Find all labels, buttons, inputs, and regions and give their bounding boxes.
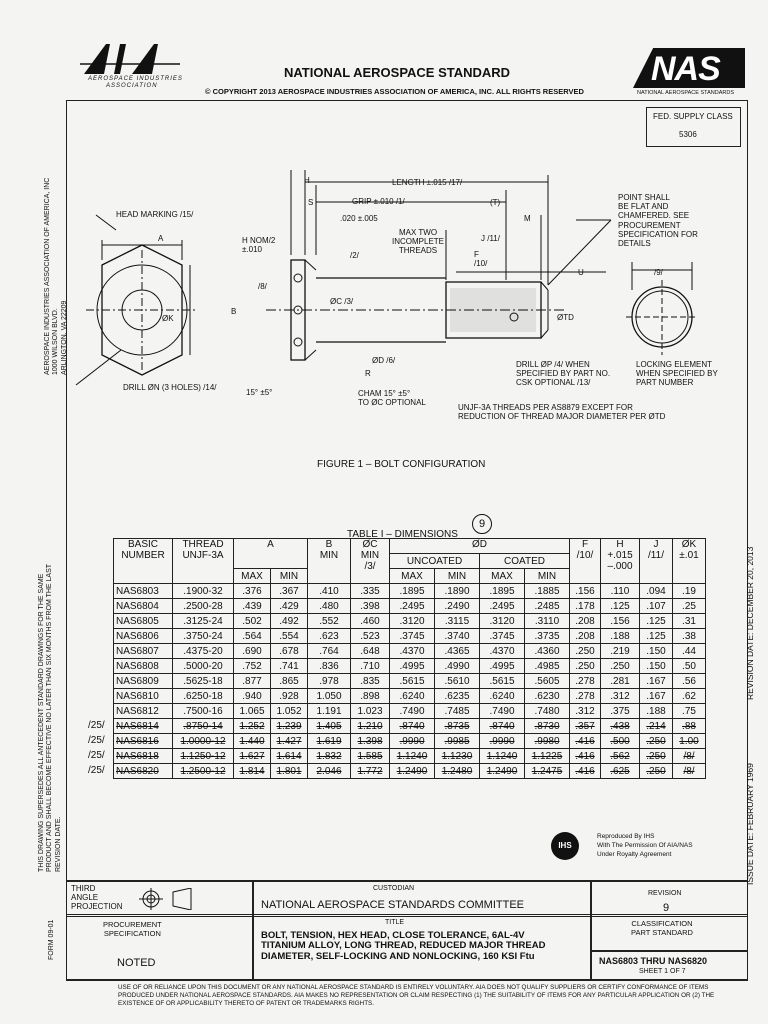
- cell-basic-number: NAS6810: [114, 689, 173, 704]
- cell-h: .562: [601, 749, 640, 764]
- label-h-nom: H NOM/2 ±.010: [242, 236, 276, 255]
- cell-a-max: .376: [234, 584, 271, 599]
- cell-f: .357: [570, 719, 601, 734]
- th-d-unc-max: MAX: [390, 569, 435, 584]
- cell-basic-number: NAS6808: [114, 659, 173, 674]
- tb-projection-cell: [66, 880, 254, 917]
- cell-b-min: .480: [308, 599, 351, 614]
- cell-basic-number: NAS6803: [114, 584, 173, 599]
- cell-h: .500: [601, 734, 640, 749]
- cell-a-max: 1.627: [234, 749, 271, 764]
- th-k: ØK ±.01: [673, 539, 706, 584]
- tb-custodian-cell: [252, 880, 592, 917]
- cell-f: .208: [570, 614, 601, 629]
- revision-mark: 9: [478, 518, 486, 530]
- cell-d-coated-max: .5615: [480, 674, 525, 689]
- row-mark: /25/: [88, 719, 105, 731]
- cell-b-min: .410: [308, 584, 351, 599]
- th-a-max: MAX: [234, 569, 271, 584]
- cell-d-coated-min: .4360: [525, 644, 570, 659]
- label-dim2: /2/: [350, 251, 359, 260]
- cell-thread: .5000-20: [173, 659, 234, 674]
- cell-k: .75: [673, 704, 706, 719]
- cell-d-coated-min: .3735: [525, 629, 570, 644]
- cell-j: .188: [640, 704, 673, 719]
- cell-d-uncoated-max: .8740: [390, 719, 435, 734]
- table-row: [114, 644, 706, 659]
- tb-projection: THIRD ANGLE PROJECTION: [71, 884, 123, 912]
- cell-basic-number: NAS6807: [114, 644, 173, 659]
- tb-title-cell: [252, 914, 592, 980]
- cell-thread: .1900-32: [173, 584, 234, 599]
- cell-d-coated-min: .8730: [525, 719, 570, 734]
- cell-h: .438: [601, 719, 640, 734]
- label-dim8: /8/: [258, 282, 267, 291]
- cell-a-min: 1.801: [271, 764, 308, 779]
- cell-d-coated-min: .3110: [525, 614, 570, 629]
- cell-b-min: .552: [308, 614, 351, 629]
- fed-supply-label: FED. SUPPLY CLASS: [653, 112, 733, 121]
- cell-d-uncoated-max: .3745: [390, 629, 435, 644]
- tb-revision-label: REVISION: [648, 890, 682, 897]
- th-b: B MIN: [308, 539, 351, 584]
- cell-a-min: .367: [271, 584, 308, 599]
- th-basic: BASIC NUMBER: [114, 539, 173, 584]
- cell-d-uncoated-min: .4990: [435, 659, 480, 674]
- fed-supply-box: [646, 107, 741, 147]
- cell-d-uncoated-max: .6240: [390, 689, 435, 704]
- label-locking: LOCKING ELEMENT WHEN SPECIFIED BY PART NUMBER: [636, 360, 718, 388]
- cell-thread: 1.0000-12: [173, 734, 234, 749]
- cell-thread: .3125-24: [173, 614, 234, 629]
- label-grip: GRIP ±.010 /1/: [352, 197, 405, 206]
- footer-disclaimer: USE OF OR RELIANCE UPON THIS DOCUMENT OR ANY NATIONAL AEROSPACE STANDARD IS ENTIRELY VOLUNTARY. AIA DOES NOT QUALIFY SUPPLIERS OR CERTIFY CONFORMANCE OF ITEMS PRODUCED UNDER NATIONAL AEROSPACE STANDARDS. AIA MAKES NO REPRESENTATION OR CLAIM RESPECTING (1) THE SUITABILITY OF ITEMS FOR ANY PARTICULAR APPLICATION OR (2) THE EXISTENCE OF OR APPLICABILITY THERETO OF PATENT OR TRADEMARKS RIGHTS.: [118, 984, 715, 1007]
- table-row: [114, 584, 706, 599]
- label-k: ØK: [162, 314, 174, 323]
- th-d-unc-min: MIN: [435, 569, 480, 584]
- cell-d-coated-max: .3745: [480, 629, 525, 644]
- cell-a-min: 1.427: [271, 734, 308, 749]
- aia-logo: [80, 42, 183, 92]
- cell-f: .156: [570, 584, 601, 599]
- figure-caption: FIGURE 1 – BOLT CONFIGURATION: [317, 459, 486, 470]
- label-c: ØC /3/: [330, 297, 354, 306]
- cell-h: .375: [601, 704, 640, 719]
- row-mark: /25/: [88, 734, 105, 746]
- cell-d-coated-min: .5605: [525, 674, 570, 689]
- cell-c-min: .898: [351, 689, 390, 704]
- cell-thread: .8750-14: [173, 719, 234, 734]
- cell-a-max: .877: [234, 674, 271, 689]
- cell-d-uncoated-max: .7490: [390, 704, 435, 719]
- nas-logo-sub: NATIONAL AEROSPACE STANDARDS: [637, 90, 734, 96]
- cell-k: .31: [673, 614, 706, 629]
- cell-b-min: .623: [308, 629, 351, 644]
- cell-f: .250: [570, 659, 601, 674]
- cell-f: .178: [570, 599, 601, 614]
- cell-b-min: 1.191: [308, 704, 351, 719]
- label-d: ØD /6/: [372, 356, 396, 365]
- cell-d-uncoated-min: .9985: [435, 734, 480, 749]
- cell-a-min: .492: [271, 614, 308, 629]
- cell-h: .188: [601, 629, 640, 644]
- tb-custodian-label: CUSTODIAN: [373, 885, 415, 892]
- cell-basic-number: NAS6804: [114, 599, 173, 614]
- label-h: H: [304, 176, 310, 185]
- tb-procurement: NOTED: [117, 957, 156, 969]
- cell-a-min: 1.239: [271, 719, 308, 734]
- cell-f: .312: [570, 704, 601, 719]
- cell-d-uncoated-min: .2490: [435, 599, 480, 614]
- cell-d-coated-max: 1.1240: [480, 749, 525, 764]
- cell-basic-number: NAS6806: [114, 629, 173, 644]
- cell-thread: 1.1250-12: [173, 749, 234, 764]
- cell-a-min: 1.052: [271, 704, 308, 719]
- cell-j: .125: [640, 629, 673, 644]
- cell-a-max: 1.252: [234, 719, 271, 734]
- cell-a-min: .678: [271, 644, 308, 659]
- table-row: [114, 749, 706, 764]
- cell-f: .416: [570, 749, 601, 764]
- cell-thread: .2500-28: [173, 599, 234, 614]
- cell-d-coated-max: .2495: [480, 599, 525, 614]
- cell-d-coated-min: 1.2475: [525, 764, 570, 779]
- cell-b-min: 2.046: [308, 764, 351, 779]
- tb-part: NAS6803 THRU NAS6820: [599, 956, 708, 966]
- cell-h: .250: [601, 659, 640, 674]
- cell-j: .150: [640, 644, 673, 659]
- cell-d-coated-min: 1.1225: [525, 749, 570, 764]
- tb-part-cell: [590, 950, 748, 980]
- table-row: [114, 689, 706, 704]
- cell-k: .19: [673, 584, 706, 599]
- cell-a-min: .928: [271, 689, 308, 704]
- cell-d-uncoated-min: .4365: [435, 644, 480, 659]
- cell-d-coated-max: .7490: [480, 704, 525, 719]
- cell-d-coated-min: .6230: [525, 689, 570, 704]
- cell-thread: .7500-16: [173, 704, 234, 719]
- cell-d-coated-min: .9980: [525, 734, 570, 749]
- cell-j: .107: [640, 599, 673, 614]
- th-d: ØD: [390, 539, 570, 554]
- aia-address: AEROSPACE INDUSTRIES ASSOCIATION OF AMERICA, INC 1000 WILSON BLVD. ARLINGTON, VA 22209: [44, 177, 68, 375]
- fed-supply-value: 5306: [679, 130, 697, 139]
- cell-c-min: .398: [351, 599, 390, 614]
- cell-k: .88: [673, 719, 706, 734]
- cell-c-min: .523: [351, 629, 390, 644]
- th-a: A: [234, 539, 308, 569]
- cell-d-uncoated-min: .3740: [435, 629, 480, 644]
- revision-date: REVISION DATE: DECEMBER 20, 2013: [745, 546, 755, 700]
- tb-revision-cell: [590, 880, 748, 917]
- label-b: B: [231, 307, 237, 316]
- cell-j: .125: [640, 614, 673, 629]
- label-f: F /10/: [474, 250, 488, 269]
- cell-thread: .5625-18: [173, 674, 234, 689]
- projection-symbol-icon: [139, 888, 199, 910]
- table-row: [114, 719, 706, 734]
- cell-d-uncoated-max: .4995: [390, 659, 435, 674]
- cell-d-uncoated-min: .5610: [435, 674, 480, 689]
- label-max-two: MAX TWO INCOMPLETE THREADS: [392, 228, 445, 256]
- cell-c-min: 1.585: [351, 749, 390, 764]
- cell-basic-number: NAS6814: [114, 719, 173, 734]
- tb-sheet: SHEET 1 OF 7: [639, 968, 686, 975]
- ihs-logo: [551, 832, 579, 860]
- tb-classification-label: CLASSIFICATION PART STANDARD: [631, 919, 693, 937]
- cell-d-uncoated-max: .4370: [390, 644, 435, 659]
- cell-b-min: .836: [308, 659, 351, 674]
- cell-d-coated-min: .1885: [525, 584, 570, 599]
- cell-a-max: 1.814: [234, 764, 271, 779]
- cell-a-min: .429: [271, 599, 308, 614]
- table-title: TABLE I – DIMENSIONS: [347, 529, 458, 540]
- cell-b-min: 1.405: [308, 719, 351, 734]
- issue-date: ISSUE DATE: FEBRUARY 1969: [745, 763, 755, 885]
- cell-basic-number: NAS6816: [114, 734, 173, 749]
- tb-custodian: NATIONAL AEROSPACE STANDARDS COMMITTEE: [261, 899, 525, 911]
- cell-j: .250: [640, 764, 673, 779]
- label-gap: .020 ±.005: [340, 214, 378, 223]
- label-j: J /11/: [481, 234, 500, 243]
- th-uncoated: UNCOATED: [390, 554, 480, 569]
- label-drill-n: DRILL ØN (3 HOLES) /14/: [123, 383, 217, 392]
- table-row: [114, 674, 706, 689]
- label-cham: CHAM 15° ±5° TO ØC OPTIONAL: [358, 389, 426, 408]
- cell-j: .150: [640, 659, 673, 674]
- cell-d-coated-max: .1895: [480, 584, 525, 599]
- form-number: FORM 09-01: [48, 919, 55, 960]
- cell-basic-number: NAS6805: [114, 614, 173, 629]
- copyright: © COPYRIGHT 2013 AEROSPACE INDUSTRIES ASSOCIATION OF AMERICA, INC. ALL RIGHTS RESERVED: [205, 87, 584, 96]
- th-h: H +.015 –.000: [601, 539, 640, 584]
- cell-h: .625: [601, 764, 640, 779]
- cell-h: .125: [601, 599, 640, 614]
- table-row: [114, 764, 706, 779]
- cell-f: .416: [570, 764, 601, 779]
- label-head-marking: HEAD MARKING /15/: [116, 210, 194, 219]
- cell-thread: 1.2500-12: [173, 764, 234, 779]
- tb-revision: 9: [663, 902, 670, 914]
- cell-a-max: .564: [234, 629, 271, 644]
- table-row: [114, 734, 706, 749]
- tb-title-label: TITLE: [385, 919, 405, 926]
- cell-d-uncoated-min: .6235: [435, 689, 480, 704]
- row-mark: /25/: [88, 764, 105, 776]
- cell-j: .167: [640, 674, 673, 689]
- cell-h: .219: [601, 644, 640, 659]
- cell-a-max: .752: [234, 659, 271, 674]
- cell-basic-number: NAS6809: [114, 674, 173, 689]
- th-a-min: MIN: [271, 569, 308, 584]
- cell-a-max: 1.440: [234, 734, 271, 749]
- table-row: [114, 599, 706, 614]
- cell-k: .62: [673, 689, 706, 704]
- cell-a-max: .502: [234, 614, 271, 629]
- cell-d-uncoated-max: .5615: [390, 674, 435, 689]
- cell-h: .281: [601, 674, 640, 689]
- cell-k: 1.00: [673, 734, 706, 749]
- cell-c-min: .648: [351, 644, 390, 659]
- cell-d-uncoated-max: 1.1240: [390, 749, 435, 764]
- cell-d-uncoated-max: .3120: [390, 614, 435, 629]
- cell-k: .44: [673, 644, 706, 659]
- cell-k: .25: [673, 599, 706, 614]
- label-u: U: [578, 268, 584, 277]
- cell-d-coated-max: .3120: [480, 614, 525, 629]
- cell-j: .094: [640, 584, 673, 599]
- cell-d-coated-min: .7480: [525, 704, 570, 719]
- cell-d-coated-max: .9990: [480, 734, 525, 749]
- revision-mark-circle: [472, 514, 492, 534]
- label-m: M: [524, 214, 531, 223]
- cell-b-min: 1.619: [308, 734, 351, 749]
- label-angle: 15° ±5°: [246, 388, 273, 397]
- cell-d-coated-min: .2485: [525, 599, 570, 614]
- th-thread: THREAD UNJF-3A: [173, 539, 234, 584]
- th-d-coat-min: MIN: [525, 569, 570, 584]
- nas-logo-text: NAS: [651, 50, 720, 88]
- label-dim9: /9/: [654, 268, 663, 277]
- cell-d-uncoated-min: .7485: [435, 704, 480, 719]
- cell-a-max: .439: [234, 599, 271, 614]
- table-row: [114, 659, 706, 674]
- cell-d-coated-max: .4995: [480, 659, 525, 674]
- dimensions-table: [113, 538, 706, 779]
- cell-d-uncoated-min: .3115: [435, 614, 480, 629]
- cell-c-min: 1.772: [351, 764, 390, 779]
- cell-a-min: 1.614: [271, 749, 308, 764]
- tb-title: BOLT, TENSION, HEX HEAD, CLOSE TOLERANCE, 6AL-4V TITANIUM ALLOY, LONG THREAD, REDUCED MAJOR THREAD DIAMETER, SELF-LOCKING AND NONLOCKING, 160 KSI Ftu: [261, 930, 546, 962]
- cell-d-uncoated-max: 1.2490: [390, 764, 435, 779]
- cell-d-uncoated-max: .1895: [390, 584, 435, 599]
- cell-d-coated-max: .4370: [480, 644, 525, 659]
- cell-a-max: .940: [234, 689, 271, 704]
- cell-d-coated-max: .6240: [480, 689, 525, 704]
- cell-d-uncoated-max: .9990: [390, 734, 435, 749]
- cell-c-min: 1.398: [351, 734, 390, 749]
- cell-k: .38: [673, 629, 706, 644]
- cell-c-min: .710: [351, 659, 390, 674]
- cell-f: .278: [570, 674, 601, 689]
- label-point: POINT SHALL BE FLAT AND CHAMFERED. SEE PROCUREMENT SPECIFICATION FOR DETAILS: [618, 193, 698, 248]
- th-j: J /11/: [640, 539, 673, 584]
- table-row: [114, 629, 706, 644]
- cell-basic-number: NAS6812: [114, 704, 173, 719]
- label-r: R: [365, 369, 371, 378]
- tb-classification-cell: [590, 914, 748, 952]
- aia-logo-sub2: ASSOCIATION: [106, 83, 158, 89]
- cell-c-min: .835: [351, 674, 390, 689]
- page-title: NATIONAL AEROSPACE STANDARD: [284, 65, 511, 80]
- cell-k: /8/: [673, 749, 706, 764]
- label-t: (T): [490, 198, 501, 207]
- cell-j: .250: [640, 734, 673, 749]
- cell-c-min: 1.023: [351, 704, 390, 719]
- cell-b-min: 1.050: [308, 689, 351, 704]
- th-coated: COATED: [480, 554, 570, 569]
- th-d-coat-max: MAX: [480, 569, 525, 584]
- cell-a-max: .690: [234, 644, 271, 659]
- cell-thread: .4375-20: [173, 644, 234, 659]
- cell-a-min: .554: [271, 629, 308, 644]
- label-s: S: [308, 198, 314, 207]
- cell-h: .110: [601, 584, 640, 599]
- label-a: A: [158, 234, 164, 243]
- cell-h: .156: [601, 614, 640, 629]
- aia-logo-mark: [80, 42, 180, 76]
- cell-k: .50: [673, 659, 706, 674]
- cell-d-coated-max: 1.2490: [480, 764, 525, 779]
- th-f: F /10/: [570, 539, 601, 584]
- row-mark: /25/: [88, 749, 105, 761]
- cell-k: .56: [673, 674, 706, 689]
- cell-a-max: 1.065: [234, 704, 271, 719]
- nas-logo: [633, 48, 745, 98]
- cell-d-coated-max: .8740: [480, 719, 525, 734]
- cell-f: .250: [570, 644, 601, 659]
- cell-a-min: .741: [271, 659, 308, 674]
- cell-h: .312: [601, 689, 640, 704]
- cell-b-min: .978: [308, 674, 351, 689]
- cell-a-min: .865: [271, 674, 308, 689]
- cell-d-uncoated-max: .2495: [390, 599, 435, 614]
- cell-f: .416: [570, 734, 601, 749]
- cell-j: .250: [640, 749, 673, 764]
- label-td: ØTD: [557, 313, 574, 322]
- th-c: ØC MIN /3/: [351, 539, 390, 584]
- tb-procurement-cell: [66, 914, 254, 980]
- cell-basic-number: NAS6820: [114, 764, 173, 779]
- cell-thread: .3750-24: [173, 629, 234, 644]
- label-length: LENGTH ±.015 /17/: [392, 178, 463, 187]
- cell-d-uncoated-min: 1.1230: [435, 749, 480, 764]
- cell-b-min: 1.832: [308, 749, 351, 764]
- table-row: [114, 614, 706, 629]
- cell-b-min: .764: [308, 644, 351, 659]
- cell-c-min: .460: [351, 614, 390, 629]
- label-unjf: UNJF-3A THREADS PER AS8879 EXCEPT FOR REDUCTION OF THREAD MAJOR DIAMETER PER ØTD: [458, 403, 666, 422]
- supersedes-note: THIS DRAWING SUPERSEDES ALL ANTECEDENT STANDARD DRAWINGS FOR THE SAME PRODUCT AND SHALL BECOME EFFECTIVE NO LATER THAN SIX MONTHS FROM THE LAST REVISION DATE.: [38, 563, 62, 872]
- cell-d-coated-min: .4985: [525, 659, 570, 674]
- cell-c-min: 1.210: [351, 719, 390, 734]
- cell-j: .167: [640, 689, 673, 704]
- tb-procurement-label: PROCUREMENT SPECIFICATION: [103, 920, 162, 938]
- cell-f: .278: [570, 689, 601, 704]
- ihs-text: Reproduced By IHS With The Permission Of AIA/NAS Under Royalty Agreement: [597, 833, 693, 859]
- ihs-logo-text: IHS: [558, 841, 572, 850]
- cell-d-uncoated-min: .8735: [435, 719, 480, 734]
- cell-j: .214: [640, 719, 673, 734]
- aia-logo-sub1: AEROSPACE INDUSTRIES: [88, 76, 183, 82]
- cell-thread: .6250-18: [173, 689, 234, 704]
- cell-basic-number: NAS6818: [114, 749, 173, 764]
- label-drill-p: DRILL ØP /4/ WHEN SPECIFIED BY PART NO. CSK OPTIONAL /13/: [516, 360, 611, 388]
- cell-k: /8/: [673, 764, 706, 779]
- cell-c-min: .335: [351, 584, 390, 599]
- table-row: [114, 704, 706, 719]
- cell-d-uncoated-min: 1.2480: [435, 764, 480, 779]
- cell-f: .208: [570, 629, 601, 644]
- cell-d-uncoated-min: .1890: [435, 584, 480, 599]
